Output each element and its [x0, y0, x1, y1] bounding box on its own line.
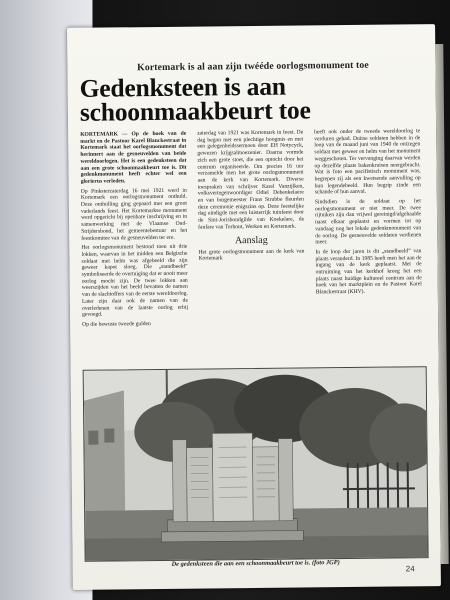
magazine-page [67, 24, 441, 590]
article-column-2 [197, 129, 305, 366]
article-headline: Gedenksteen is aan schoonmaakbeurt toe [79, 71, 311, 127]
article-paragraph: Het oorlogsmonument bestond toen uit drie lokken, waarvan in het midden een Belgische soldaat met helm was afgebeeld die zijn geweer kapot sloeg. Die „standbeeld” symboliseerde de overtuiging dat er nooit meer oorlog mocht zijn. De twee lokken aan weerszijden van het beeld bevatten de namen van de slachtoffers van de eerste wereldoorlog. Later zijn daar ook de namen van de overledenen van de laatste oorlog erbij gevoegd. [81, 243, 189, 319]
article-paragraph: heeft ook onder de tweede wereldoorlog te verduren gehad. Duitse soldaten hebben in de loop van de maand juni van 1940 de ontzegen soldaat met geweer en helm van het monument weggeschoten. Ter vervanging daarvan werden op dezelfde plaats bakenkruisen neergebracht. Wat is foto een pacifistisch monument was, begrepen zij als een kwetsende aanvulling op hun legendebeeld. Hun begrip zinde een schande of hun aanval. [314, 128, 421, 196]
article-paragraph: zaterdag van 1921 was Kortemark in feest. De dag begon met een plechtige hoogmis en met een gelegenheidssermoen door EH Notycyck, gewezen krijgsalmoezenier. Daarna vormde zich een grote stoet, die een optocht door het centrum organiseerde. Om precies 16 uur verzamelde men het grote oorlogsmonument aan de kerk van Kortemark. Diverse toespraken van schrijver Karel Vanzijlken, volksvertegenwoordiger Odiel Debeukelaere en van burgemeester Frans Strubbe fleurden deze ceremonie enigszins op. Deze feestelijke dag eindigde met een luisterrijk tuinfeest door de Sint-Jorisbondgilde van Koekelare, de fanfare van Torhout, Werken en Kortemark. [197, 129, 305, 231]
article-paragraph: Het grote oorlogsmonument aan de kerk van Kortemark [198, 248, 305, 262]
monument-photo [83, 366, 429, 562]
article-paragraph: Op Pinksterzaterdag 16 mei 1921 werd in Kortemark een oorlogsmonument onthuld. Deze onthulling ging gepaard met een groot vaderlands feest. Het Kortemarkse monument werd opgericht bij openbare inschrijving en in samenwerking met de Vlaamse Oud-Strijdersbond, het gemeentebestuur en het feestkomitee van de gesneuvelden ter ere. [80, 187, 188, 242]
monument-photo-illustration [84, 367, 428, 561]
article-paragraph: Op die bewuste tweede gulden [82, 321, 151, 328]
article-paragraph: In de loop der jaren is dit „standbeeld” van plaats veranderd. In 1985 heeft men het aan de ingang van de kerk geplaatst. Met de ontruiming van het kerkhof kreeg het een plaats naast huidige kultureel centrum aan de hoek van het marktplein en de Pastoor Karel Blanckestraat (KHV). [315, 248, 422, 296]
photo-caption: De gedenksteen die aan een schoonmaakbeurt toe is. (foto JGP) [171, 559, 340, 568]
article-paragraph: Sindsdien is de soldaat op het oorlogsmonument er niet meer. De twee rijtuiken zijn dan vrijwel gereinigd/afgehaalde naast elkaar geplaatst en vormen tot op vandaag nog het lokale gedenkmonument van de oorlog. De gesneuvelde soldaten verdienen meer. [314, 198, 422, 246]
article-column-3 [314, 128, 422, 365]
article-column-1 [80, 131, 188, 368]
section-subhead: Aanslag [234, 234, 268, 246]
article-kicker: Kortemark is al aan zijn twééde oorlogsmonument toe [137, 59, 369, 74]
article-body [80, 128, 422, 368]
article-paragraph: KORTEMARK — Op de hoek van de markt en de Pastoor Karel Blanckestraat in Kortemark staat het oorlogsmonument dat herinnert aan de gesneuvelden van beide wereldoorlogen. Het is een gedenksteen dat aan een grote schoonmaakbeurt toe is. Dit gedenkmonument heeft echter wel een glorierus verleden. [80, 130, 187, 185]
page-number: 24 [405, 564, 415, 574]
page-stack-edge [435, 44, 448, 564]
